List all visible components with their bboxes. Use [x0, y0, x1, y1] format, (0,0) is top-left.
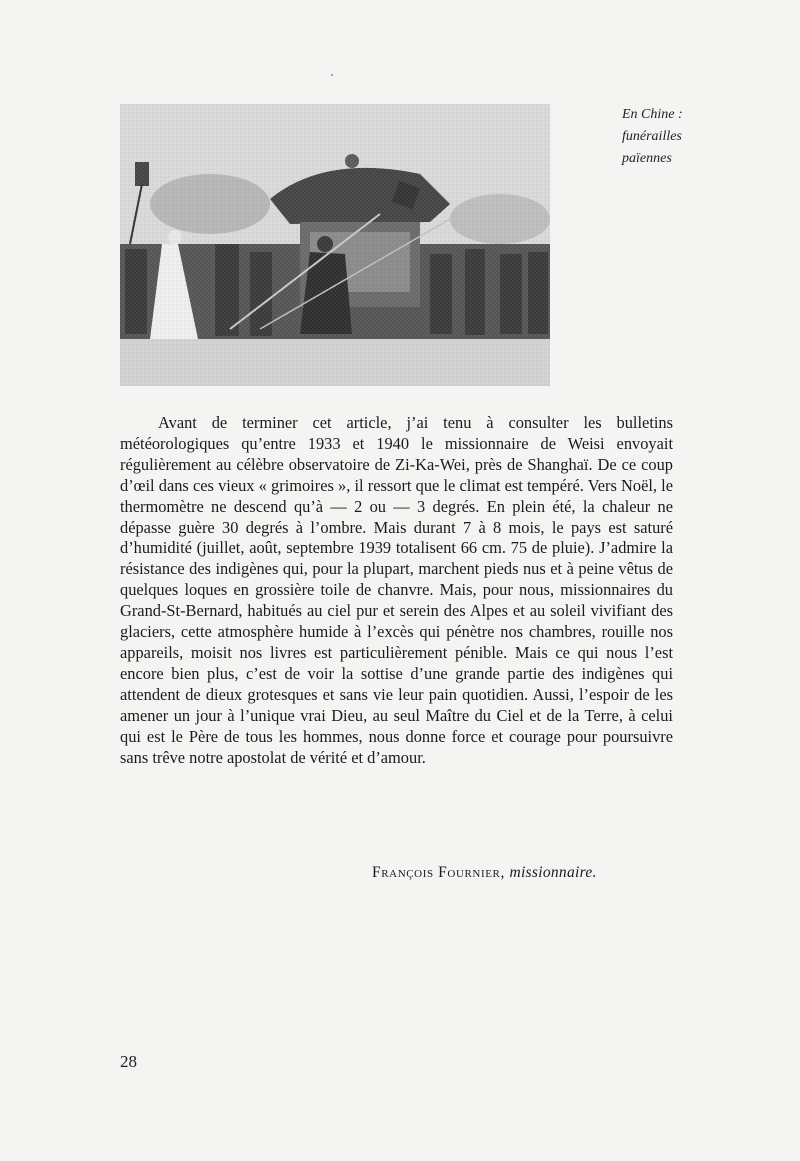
- author-name: François Fournier,: [372, 864, 505, 881]
- photo-illustration: [120, 104, 550, 386]
- author-role: missionnaire.: [509, 864, 597, 881]
- page-number: 28: [120, 1052, 137, 1071]
- caption-line: funérailles: [622, 129, 682, 144]
- author-signature: [372, 864, 597, 882]
- caption-line: païennes: [622, 151, 672, 166]
- paragraph-text: Avant de terminer cet article, j’ai tenu à consulter les bulletins météorologiques qu’entre 1933 et 1940 le missionnaire de Weisi envoyait régulièrement au célèbre observatoire de Zi-Ka-Wei, près de Shanghaï. De ce coup d’œil dans ces vieux « grimoires », il ressort que le climat est tempéré. Vers Noël, le thermomètre ne descend qu’à — 2 ou — 3 degrés. En plein été, la chaleur ne dépasse guère 30 degrés à l’ombre. Mais durant 7 à 8 mois, le pays est saturé d’humidité (juillet, août, septembre 1939 totalisent 66 cm. 75 de pluie). J’admire la résistance des indigènes qui, pour la plupart, marchent pieds nus et à peine vêtus de quelques loques en grossière toile de chanvre. Mais, pour nous, missionnaires du Grand-St-Bernard, habitués au ciel pur et serein des Alpes et au soleil vivifiant des glaciers, cette atmosphère humide à l’excès qui pénètre nos chambres, rouille nos appareils, moisit nos livres est particulièrement pénible. Mais ce qui nous l’est encore bien plus, c’est de voir la sottise d’une grande partie des indigènes qui attendent de dieux grotesques et sans vie leur pain quotidien. Aussi, l’espoir de les amener un jour à l’unique vrai Dieu, au seul Maître du Ciel et de la Terre, à celui qui est le Père de tous les hommes, nous donne force et courage pour poursuivre sans trêve notre apostolat de vérité et d’amour.: [120, 413, 673, 767]
- print-speck: [331, 74, 333, 76]
- funeral-procession-photo: [120, 104, 550, 386]
- caption-line: En Chine :: [622, 107, 683, 122]
- article-paragraph: [120, 413, 673, 768]
- photo-caption: [622, 104, 782, 170]
